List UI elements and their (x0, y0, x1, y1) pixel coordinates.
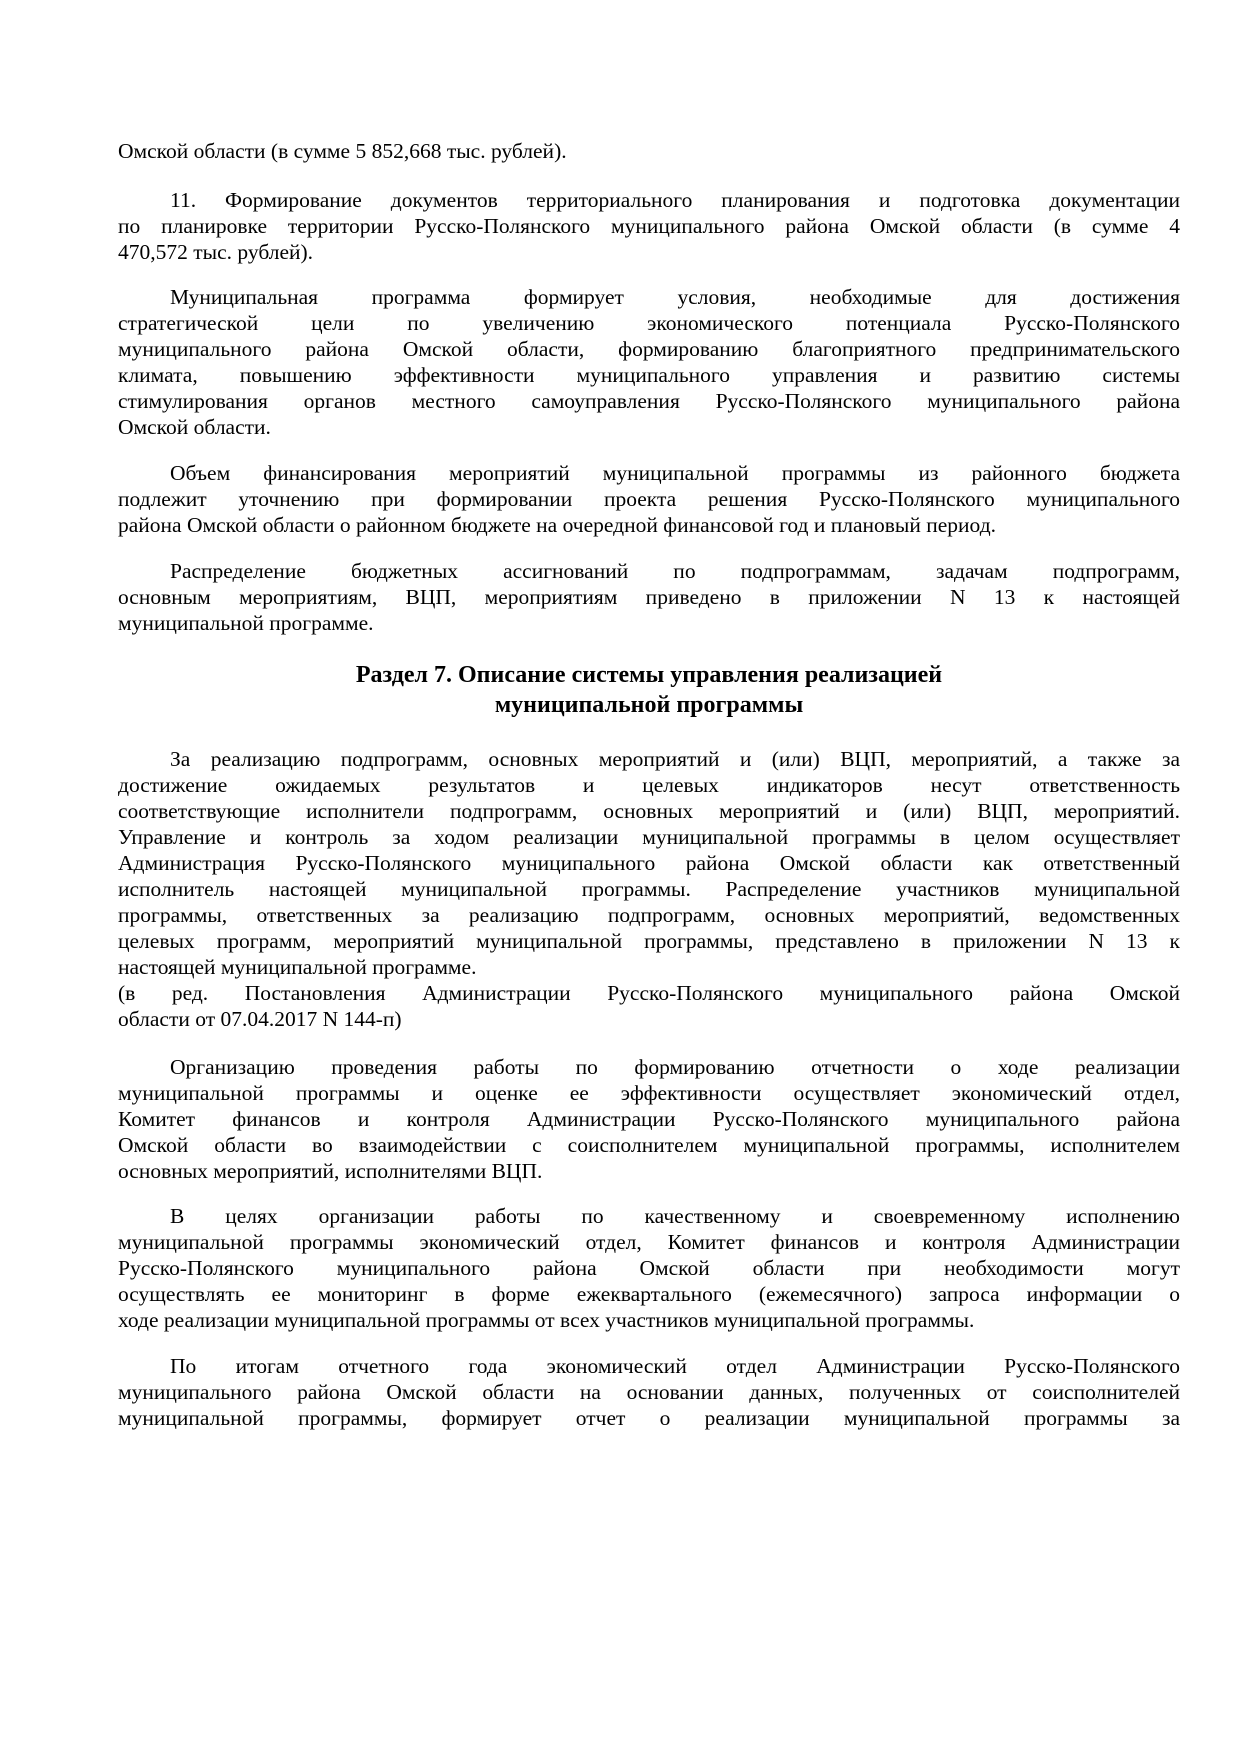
text-line: подлежит уточнению при формировании проекта решения Русско-Полянского муниципального (118, 487, 1180, 511)
heading-line: Раздел 7. Описание системы управления реализацией (355, 662, 943, 688)
text-line: За реализацию подпрограмм, основных мероприятий и (или) ВЦП, мероприятий, а также за (170, 747, 1180, 771)
text-line: района Омской области о районном бюджете на очередной финансовой год и плановый период. (118, 513, 997, 537)
text-line: стимулирования органов местного самоуправления Русско-Полянского муниципального района (118, 389, 1180, 413)
text-line: 470,572 тыс. рублей). (118, 240, 314, 264)
section-heading (118, 660, 1180, 720)
text-line: области от 07.04.2017 N 144-п) (118, 1007, 402, 1031)
text-line: муниципальной программе. (118, 611, 374, 635)
text-line: 11. Формирование документов территориального планирования и подготовка документации (170, 188, 1180, 212)
text-line: осуществлять ее мониторинг в форме ежеквартального (ежемесячного) запроса информации о (118, 1282, 1180, 1306)
text-line: Администрация Русско-Полянского муниципального района Омской области как ответственный (118, 851, 1180, 875)
text-line: достижение ожидаемых результатов и целевых индикаторов несут ответственность (118, 773, 1180, 797)
paragraph-reporting (118, 1054, 1180, 1184)
paragraph-program-conditions (118, 284, 1180, 440)
text-line: исполнитель настоящей муниципальной программы. Распределение участников муниципальной (118, 877, 1180, 901)
text-line: муниципального района Омской области на основании данных, полученных от соисполнителей (118, 1380, 1180, 1404)
paragraph-item-11 (118, 187, 1180, 265)
heading-line: муниципальной программы (494, 692, 804, 718)
text-line: Комитет финансов и контроля Администрации Русско-Полянского муниципального района (118, 1107, 1180, 1131)
paragraph-monitoring (118, 1203, 1180, 1333)
text-line: основных мероприятий, исполнителями ВЦП. (118, 1159, 543, 1183)
text-line: соответствующие исполнители подпрограмм, основных мероприятий и (или) ВЦП, мероприятий. (118, 799, 1180, 823)
paragraph-financing (118, 460, 1180, 538)
text-line: Русско-Полянского муниципального района Омской области при необходимости могут (118, 1256, 1180, 1280)
text-line: целевых программ, мероприятий муниципальной программы, представлено в приложении N 13 к (118, 929, 1180, 953)
paragraph-continuation (118, 138, 1180, 164)
text-line: муниципального района Омской области, формированию благоприятного предпринимательского (118, 337, 1180, 361)
text-line: Объем финансирования мероприятий муниципальной программы из районного бюджета (170, 461, 1180, 485)
amendment-note (118, 980, 1180, 1032)
text-line: Омской области во взаимодействии с соисполнителем муниципальной программы, исполнителем (118, 1133, 1180, 1157)
text-line: стратегической цели по увеличению экономического потенциала Русско-Полянского (118, 311, 1180, 335)
text-line: Омской области. (118, 415, 271, 439)
text-line: (в ред. Постановления Администрации Русско-Полянского муниципального района Омской (118, 981, 1180, 1005)
text-line: муниципальной программы, формирует отчет о реализации муниципальной программы за (118, 1406, 1180, 1430)
text-line: муниципальной программы экономический отдел, Комитет финансов и контроля Администрации (118, 1230, 1180, 1254)
paragraph-annual-report (118, 1353, 1180, 1431)
text-line: муниципальной программы и оценке ее эффективности осуществляет экономический отдел, (118, 1081, 1180, 1105)
text-line: Омской области (в сумме 5 852,668 тыс. рублей). (118, 139, 567, 163)
text-line: Муниципальная программа формирует условия, необходимые для достижения (170, 285, 1180, 309)
paragraph-distribution (118, 558, 1180, 636)
text-line: настоящей муниципальной программе. (118, 955, 477, 979)
text-line: ходе реализации муниципальной программы от всех участников муниципальной программы. (118, 1308, 975, 1332)
text-line: В целях организации работы по качественному и своевременному исполнению (170, 1204, 1180, 1228)
text-line: Управление и контроль за ходом реализации муниципальной программы в целом осуществляет (118, 825, 1180, 849)
text-line: программы, ответственных за реализацию подпрограмм, основных мероприятий, ведомственных (118, 903, 1180, 927)
paragraph-responsibility (118, 746, 1180, 980)
text-line: По итогам отчетного года экономический отдел Администрации Русско-Полянского (170, 1354, 1180, 1378)
text-line: климата, повышению эффективности муниципального управления и развитию системы (118, 363, 1180, 387)
text-line: Распределение бюджетных ассигнований по подпрограммам, задачам подпрограмм, (170, 559, 1180, 583)
text-line: основным мероприятиям, ВЦП, мероприятиям приведено в приложении N 13 к настоящей (118, 585, 1180, 609)
text-line: Организацию проведения работы по формированию отчетности о ходе реализации (170, 1055, 1180, 1079)
text-line: по планировке территории Русско-Полянского муниципального района Омской области (в сумме 4 (118, 214, 1180, 238)
